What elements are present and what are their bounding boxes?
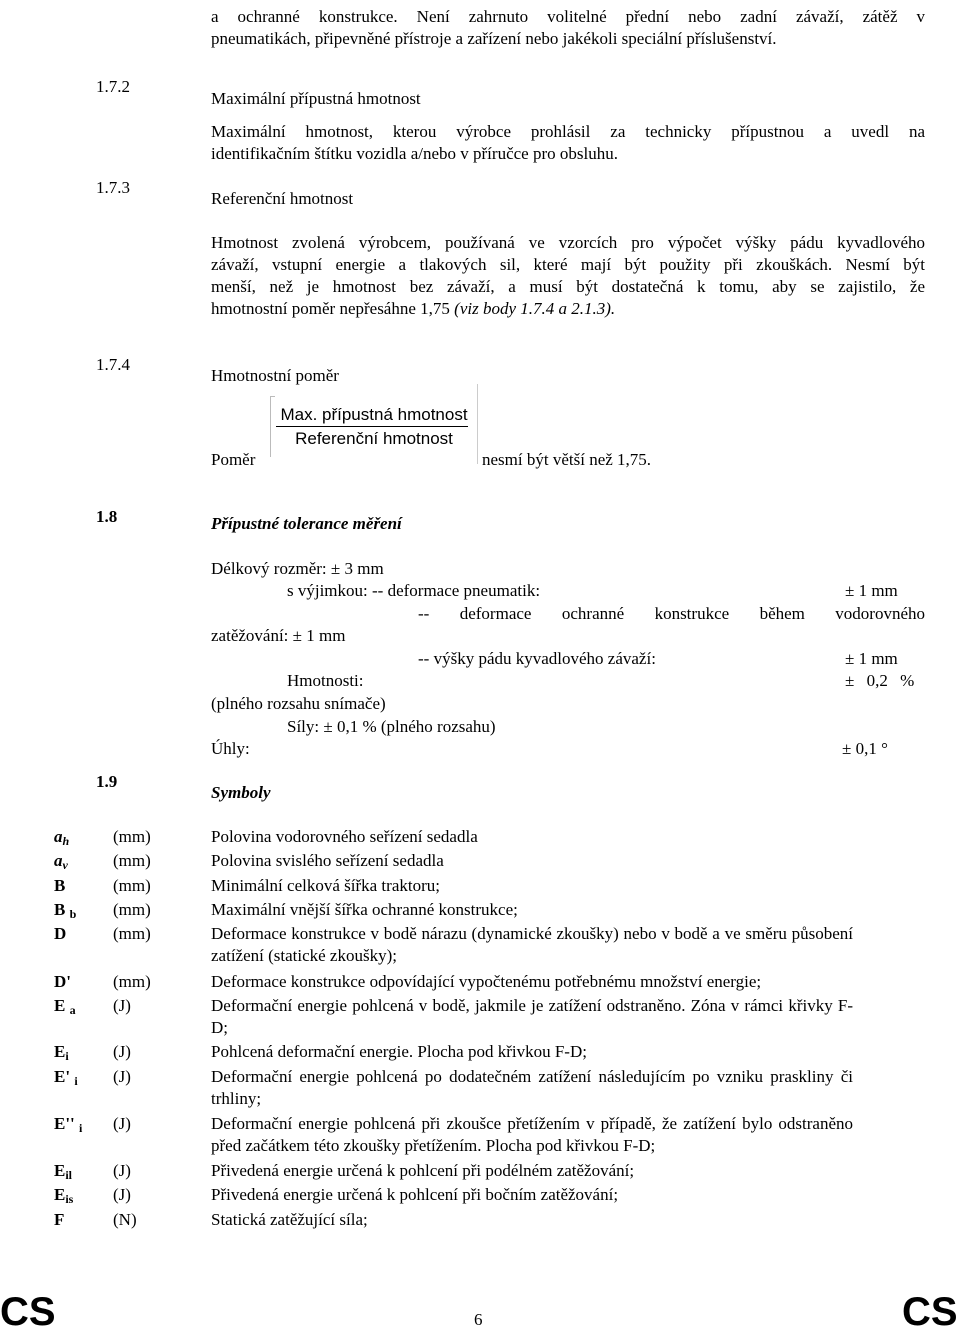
symbol-code: $E_i$ [54, 1042, 69, 1063]
symbol-unit: (N) [113, 1210, 137, 1229]
symbol-description: Polovina svislého seřízení sedadla [211, 851, 444, 870]
fraction-denominator: Referenční hmotnost [295, 429, 453, 448]
s173-line-2: závaží, vstupní energie a tlakových sil, které mají být použity při zkouškách. Nesmí být [211, 255, 925, 274]
footer-language-left: CS [0, 1290, 56, 1334]
section-number-1-7-4: 1.7.4 [96, 355, 130, 374]
symbol-code: E $_a$ [54, 996, 76, 1017]
tolerance-sily: Síly: ± 0,1 % (plného rozsahu) [287, 717, 496, 736]
ratio-suffix: nesmí být větší než 1,75. [482, 450, 652, 469]
s172-line-2: identifikačním štítku vozidla a/nebo v příručce pro obsluhu. [211, 144, 618, 163]
symbol-code: $a_h$ [54, 827, 70, 848]
symbol-unit: (J) [113, 1114, 131, 1133]
symbol-code: D [54, 924, 67, 943]
section-number-1-7-2: 1.7.2 [96, 77, 130, 96]
tolerance-uhly-value: ± 0,1 ° [842, 739, 888, 758]
symbol-unit: (mm) [113, 924, 151, 943]
tolerance-vyjimkou: s výjimkou: -- deformace pneumatik: [287, 581, 541, 600]
section-title-hmotnostni-pomer: Hmotnostní poměr [211, 366, 339, 385]
symbol-code: $E_{is}$ [54, 1185, 74, 1206]
symbol-code: B [54, 876, 66, 895]
section-number-1-8: 1.8 [96, 507, 118, 526]
s173-line-4-text: hmotnostní poměr nepřesáhne 1,75 [211, 299, 455, 318]
symbol-description: Minimální celková šířka traktoru; [211, 876, 440, 895]
tolerance-vyjimkou-value: ± 1 mm [845, 581, 898, 600]
page-number: 6 [474, 1310, 483, 1329]
tolerance-delkovy: Délkový rozměr: ± 3 mm [211, 559, 384, 578]
symbol-unit: (mm) [113, 876, 151, 895]
symbol-unit: (mm) [113, 900, 151, 919]
intro-line-2: pneumatikách, připevněné přístroje a zařízení nebo jakékoli speciální příslušenství. [211, 29, 777, 48]
symbol-unit: (mm) [113, 851, 151, 870]
intro-line-1: a ochranné konstrukce. Není zahrnuto volitelné přední nebo zadní závaží, zátěž v [211, 7, 925, 26]
symbol-unit: (mm) [113, 972, 151, 991]
section-title-tolerance: Přípustné tolerance měření [211, 514, 402, 533]
tolerance-vysky-value: ± 1 mm [845, 649, 898, 668]
symbol-description: Deformační energie pohlcená při zkoušce přetížením v případě, že zatížení bylo odstraněno před začátkem této zkoušky přetížením. Plocha pod křivkou F-D; [211, 1114, 853, 1155]
section-title-max-hmotnost: Maximální přípustná hmotnost [211, 89, 421, 108]
tolerance-uhly: Úhly: [211, 739, 250, 758]
footer-language-right: CS [902, 1290, 958, 1334]
symbol-unit: (mm) [113, 827, 151, 846]
symbol-unit: (J) [113, 1185, 131, 1204]
symbol-code: F [54, 1210, 65, 1229]
symbol-unit: (J) [113, 1042, 131, 1061]
tolerance-vysky: -- výšky pádu kyvadlového závaží: [418, 649, 656, 668]
symbol-description: Maximální vnější šířka ochranné konstrukce; [211, 900, 518, 919]
symbol-unit: (J) [113, 996, 131, 1015]
tolerance-ochranne: -- deformace ochranné konstrukce během vodorovného [418, 604, 925, 623]
section-title-symboly: Symboly [211, 783, 271, 802]
s173-line-4-ref: (viz body 1.7.4 a 2.1.3). [454, 299, 616, 318]
tolerance-hmotnosti-value: ± 0,2 % [845, 671, 915, 690]
s172-line-1: Maximální hmotnost, kterou výrobce prohlásil za technicky přípustnou a uvedl na [211, 122, 925, 141]
s173-line-1: Hmotnost zvolená výrobcem, používaná ve vzorcích pro výpočet výšky pádu kyvadlového [211, 233, 925, 252]
fraction-frame-right [477, 384, 478, 464]
tolerance-zatezovani: zatěžování: ± 1 mm [211, 626, 346, 645]
symbol-unit: (J) [113, 1161, 131, 1180]
symbol-description: Deformace konstrukce odpovídající vypočtenému potřebnému množství energie; [211, 972, 762, 991]
fraction-frame-left [270, 396, 275, 457]
section-number-1-9: 1.9 [96, 772, 118, 791]
symbol-code: E'' $_i$ [54, 1114, 83, 1135]
symbol-description: Přivedená energie určená k pohlcení při bočním zatěžování; [211, 1185, 619, 1204]
symbol-description: Přivedená energie určená k pohlcení při podélném zatěžování; [211, 1161, 635, 1180]
s173-line-3: menší, než je hmotnost bez závaží, a musí být dostatečná k tomu, aby se zajistilo, že [211, 277, 925, 296]
section-number-1-7-3: 1.7.3 [96, 178, 130, 197]
symbol-code: $a_v$ [54, 851, 68, 872]
fraction-numerator: Max. přípustná hmotnost [280, 405, 468, 424]
s173-line-4 [211, 298, 615, 320]
symbol-code: $E_{il}$ [54, 1161, 73, 1182]
fraction-line [276, 426, 468, 427]
tolerance-plneho: (plného rozsahu snímače) [211, 694, 386, 713]
symbol-description: Deformace konstrukce v bodě nárazu (dynamické zkoušky) nebo v bodě a ve směru působení zatížení (statické zkoušky); [211, 924, 853, 965]
symbol-description: Polovina vodorovného seřízení sedadla [211, 827, 478, 846]
symbol-description: Deformační energie pohlcená v bodě, jakmile je zatížení odstraněno. Zóna v rámci křivky F-D; [211, 996, 853, 1037]
symbol-unit: (J) [113, 1067, 131, 1086]
tolerance-hmotnosti: Hmotnosti: [287, 671, 364, 690]
symbol-description: Pohlcená deformační energie. Plocha pod křivkou F-D; [211, 1042, 587, 1061]
ratio-prefix: Poměr [211, 450, 256, 469]
symbol-code: D' [54, 972, 71, 991]
symbol-description: Statická zatěžující síla; [211, 1210, 368, 1229]
symbol-code: E' $_i$ [54, 1067, 78, 1088]
ratio-fraction [270, 392, 478, 466]
symbol-description: Deformační energie pohlcená po dodatečném zatížení následujícím po vzniku praskliny či trhliny; [211, 1067, 853, 1108]
section-title-referencni-hmotnost: Referenční hmotnost [211, 189, 354, 208]
symbol-code: B $_b$ [54, 900, 77, 921]
